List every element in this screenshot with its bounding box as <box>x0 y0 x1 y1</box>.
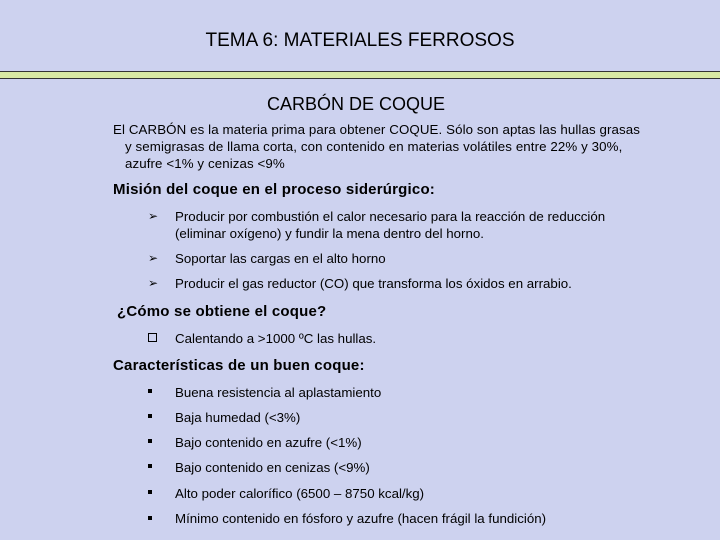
caracteristica-item: Alto poder calorífico (6500 – 8750 kcal/kg) <box>175 486 425 501</box>
intro-line-3: azufre <1% y cenizas <9% <box>125 156 285 171</box>
caracteristica-item: Bajo contenido en cenizas (<9%) <box>175 460 370 475</box>
mision-item-1 <box>175 208 675 242</box>
intro-line-1: El CARBÓN es la materia prima para obtener COQUE. Sólo son aptas las hullas grasas <box>113 122 641 137</box>
square-bullet-icon <box>148 516 152 520</box>
section-title: CARBÓN DE COQUE <box>267 94 446 114</box>
square-bullet-icon <box>148 414 152 418</box>
slide-title: TEMA 6: MATERIALES FERROSOS <box>205 30 515 51</box>
obtencion-item-1: Calentando a >1000 ºC las hullas. <box>175 331 377 346</box>
arrow-bullet-icon: ➢ <box>148 276 159 290</box>
caracteristica-item: Mínimo contenido en fósforo y azufre (hacen frágil la fundición) <box>175 511 547 526</box>
arrow-bullet-icon: ➢ <box>148 251 159 265</box>
mision-item-1-line-1: Producir por combustión el calor necesario para la reacción de reducción <box>175 209 606 224</box>
intro-line-2: y semigrasas de llama corta, con contenido en materias volátiles entre 22% y 30%, <box>125 139 623 154</box>
caracteristica-item: Baja humedad (<3%) <box>175 410 301 425</box>
square-bullet-icon <box>148 389 152 393</box>
intro-paragraph <box>113 121 673 172</box>
square-bullet-icon <box>148 439 152 443</box>
mision-item-2: Soportar las cargas en el alto horno <box>175 251 386 266</box>
square-bullet-icon <box>148 490 152 494</box>
title-divider-bar <box>0 71 720 79</box>
checkbox-bullet-icon <box>148 333 157 342</box>
arrow-bullet-icon: ➢ <box>148 209 159 223</box>
caracteristica-item: Buena resistencia al aplastamiento <box>175 385 382 400</box>
mision-heading: Misión del coque en el proceso siderúrgico: <box>113 181 435 198</box>
caracteristica-item: Bajo contenido en azufre (<1%) <box>175 435 362 450</box>
square-bullet-icon <box>148 464 152 468</box>
mision-item-1-line-2: (eliminar oxígeno) y fundir la mena dentro del horno. <box>175 226 484 241</box>
mision-item-3: Producir el gas reductor (CO) que transforma los óxidos en arrabio. <box>175 276 572 291</box>
obtencion-heading: ¿Cómo se obtiene el coque? <box>117 303 327 320</box>
caracteristicas-heading: Características de un buen coque: <box>113 357 365 374</box>
